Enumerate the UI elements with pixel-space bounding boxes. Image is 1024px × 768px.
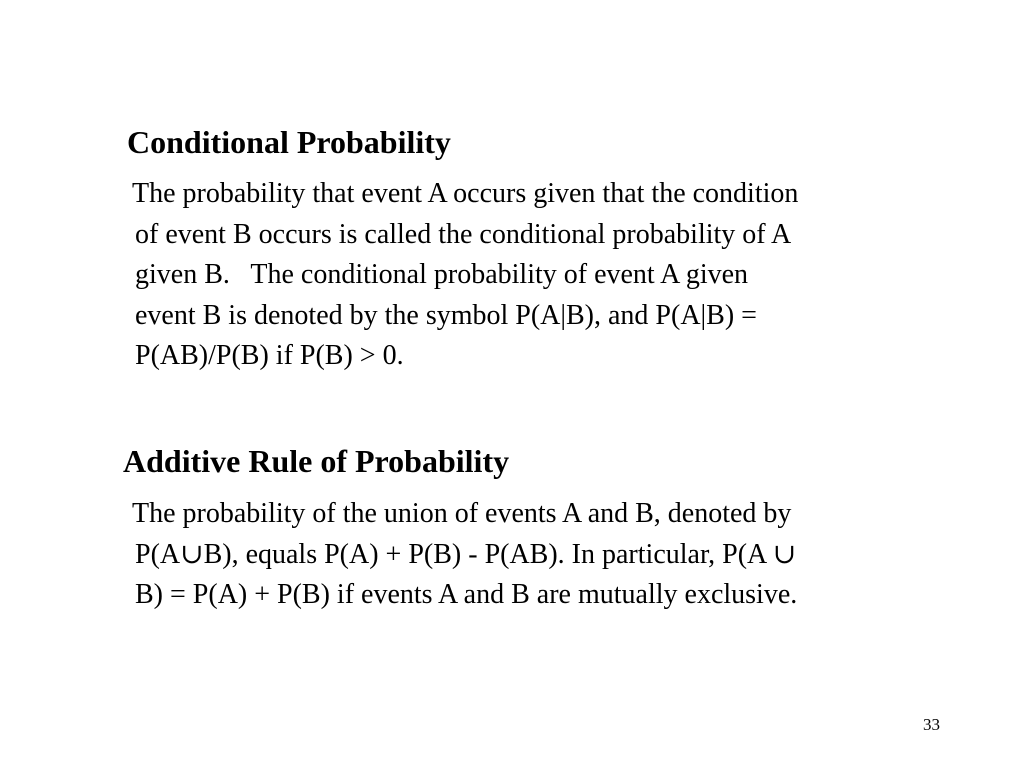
section-heading-conditional-probability: Conditional Probability — [127, 124, 451, 160]
paragraph-line: given B. The conditional probability of event A given — [135, 259, 749, 290]
paragraph-line: P(AB)/P(B) if P(B) > 0. — [135, 340, 404, 371]
section-heading-additive-rule: Additive Rule of Probability — [123, 443, 510, 479]
additive-rule-paragraph — [132, 494, 798, 616]
paragraph-line: The probability that event A occurs given that the condition — [132, 178, 799, 209]
page-number: 33 — [923, 715, 940, 734]
paragraph-line: event B is denoted by the symbol P(A|B), and P(A|B) = — [135, 299, 757, 331]
paragraph-line: The probability of the union of events A and B, denoted by — [132, 498, 792, 529]
paragraph-line: P(A∪B), equals P(A) + P(B) - P(AB). In particular, P(A ∪ — [135, 538, 797, 570]
paragraph-line: of event B occurs is called the conditional probability of A — [135, 218, 792, 250]
paragraph-line: B) = P(A) + P(B) if events A and B are mutually exclusive. — [135, 579, 798, 610]
conditional-probability-paragraph — [132, 174, 799, 377]
